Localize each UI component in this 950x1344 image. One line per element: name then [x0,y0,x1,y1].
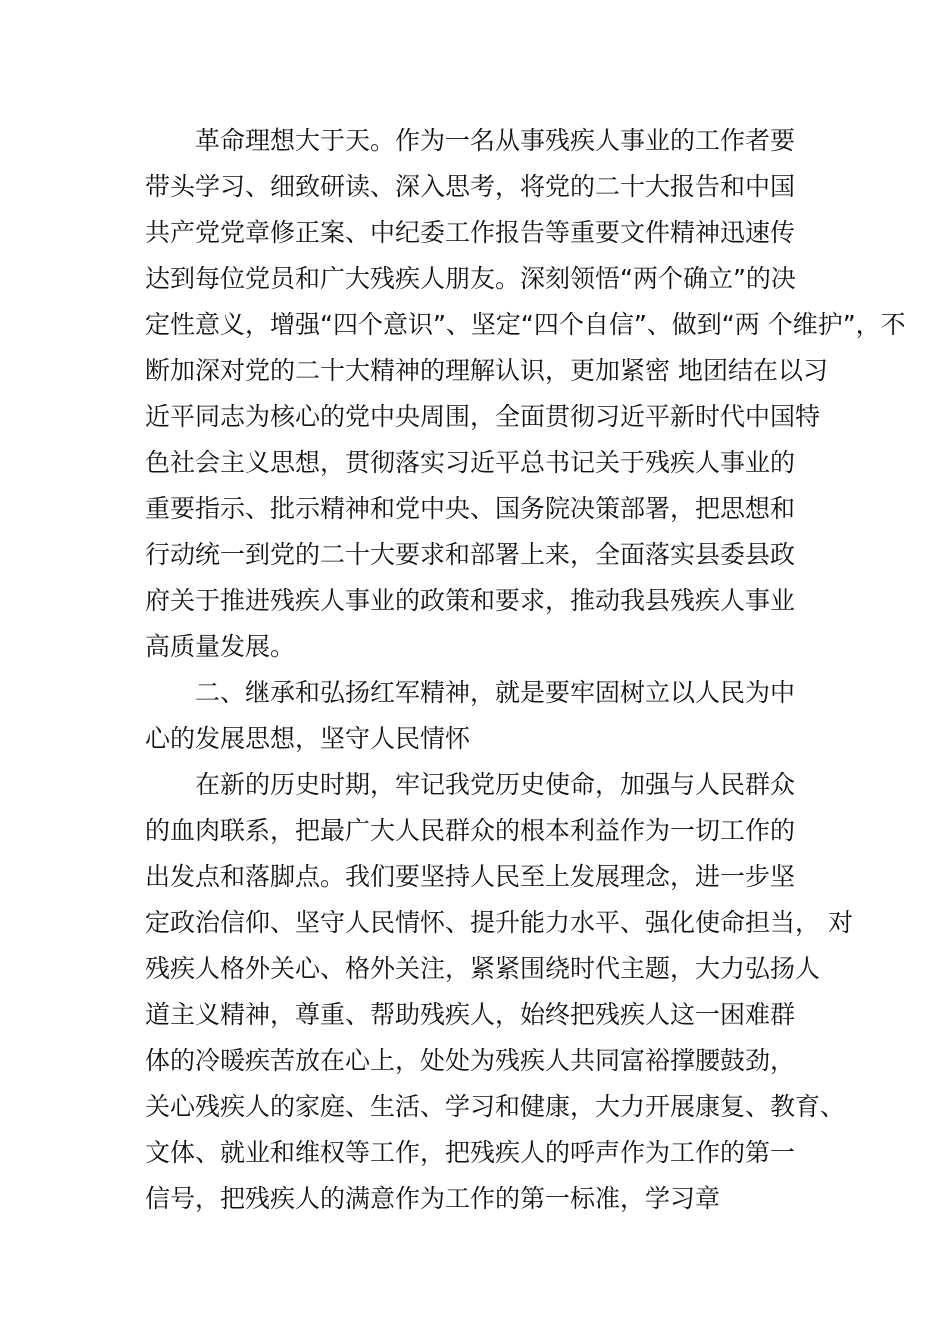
paragraph-line: 关心残疾人的家庭、生活、学习和健康，大力开展康复、教育、 [145,1092,846,1121]
paragraph-line: 定政治信仰、坚守人民情怀、提升能力水平、强化使命担当， 对 [145,908,853,937]
paragraph-line: 色社会主义思想，贯彻落实习近平总书记关于残疾人事业的 [145,448,796,477]
paragraph-1 [145,118,906,670]
paragraph-line: 带头学习、细致研读、深入思考，将党的二十大报告和中国 [145,172,796,201]
paragraph-line: 近平同志为核心的党中央周围，全面贯彻习近平新时代中国特 [145,402,821,431]
paragraph-line: 出发点和落脚点。我们要坚持人民至上发展理念，进一步坚 [145,862,796,891]
paragraph-line: 断加深对党的二十大精神的理解认识，更加紧密 地团结在以习 [145,356,828,385]
paragraph-line: 高质量发展。 [145,632,296,661]
paragraph-line: 定性意义，增强“四个意识”、坚定“四个自信”、做到“两 个维护”，不 [145,310,906,339]
paragraph-line: 行动统一到党的二十大要求和部署上来，全面落实县委县政 [145,540,796,569]
paragraph-line: 信号，把残疾人的满意作为工作的第一标准，学习章 [145,1184,721,1213]
paragraph-line: 道主义精神，尊重、帮助残疾人，始终把残疾人这一困难群 [145,1000,796,1029]
paragraph-line: 共产党党章修正案、中纪委工作报告等重要文件精神迅速传 [145,218,796,247]
paragraph-line: 府关于推进残疾人事业的政策和要求，推动我县残疾人事业 [145,586,796,615]
paragraph-line: 残疾人格外关心、格外关注，紧紧围绕时代主题，大力弘扬人 [145,954,821,983]
section-heading-2 [145,670,815,762]
paragraph-line: 的血肉联系，把最广大人民群众的根本利益作为一切工作的 [145,816,796,845]
paragraph-2 [145,762,853,1222]
paragraph-line: 在新的历史时期，牢记我党历史使命，加强与人民群众 [195,770,796,799]
paragraph-line: 达到每位党员和广大残疾人朋友。深刻领悟“两个确立”的决 [145,264,796,293]
paragraph-line: 重要指示、批示精神和党中央、国务院决策部署，把思想和 [145,494,796,523]
paragraph-line: 体的冷暖疾苦放在心上，处处为残疾人共同富裕撑腰鼓劲， [145,1046,796,1075]
heading-line: 二、继承和弘扬红军精神，就是要牢固树立以人民为中 [195,678,796,707]
paragraph-line: 革命理想大于天。作为一名从事残疾人事业的工作者要 [195,126,796,155]
heading-line: 心的发展思想，坚守人民情怀 [145,724,471,753]
document-body [145,118,906,1222]
paragraph-line: 文体、就业和维权等工作，把残疾人的呼声作为工作的第一 [145,1138,796,1167]
